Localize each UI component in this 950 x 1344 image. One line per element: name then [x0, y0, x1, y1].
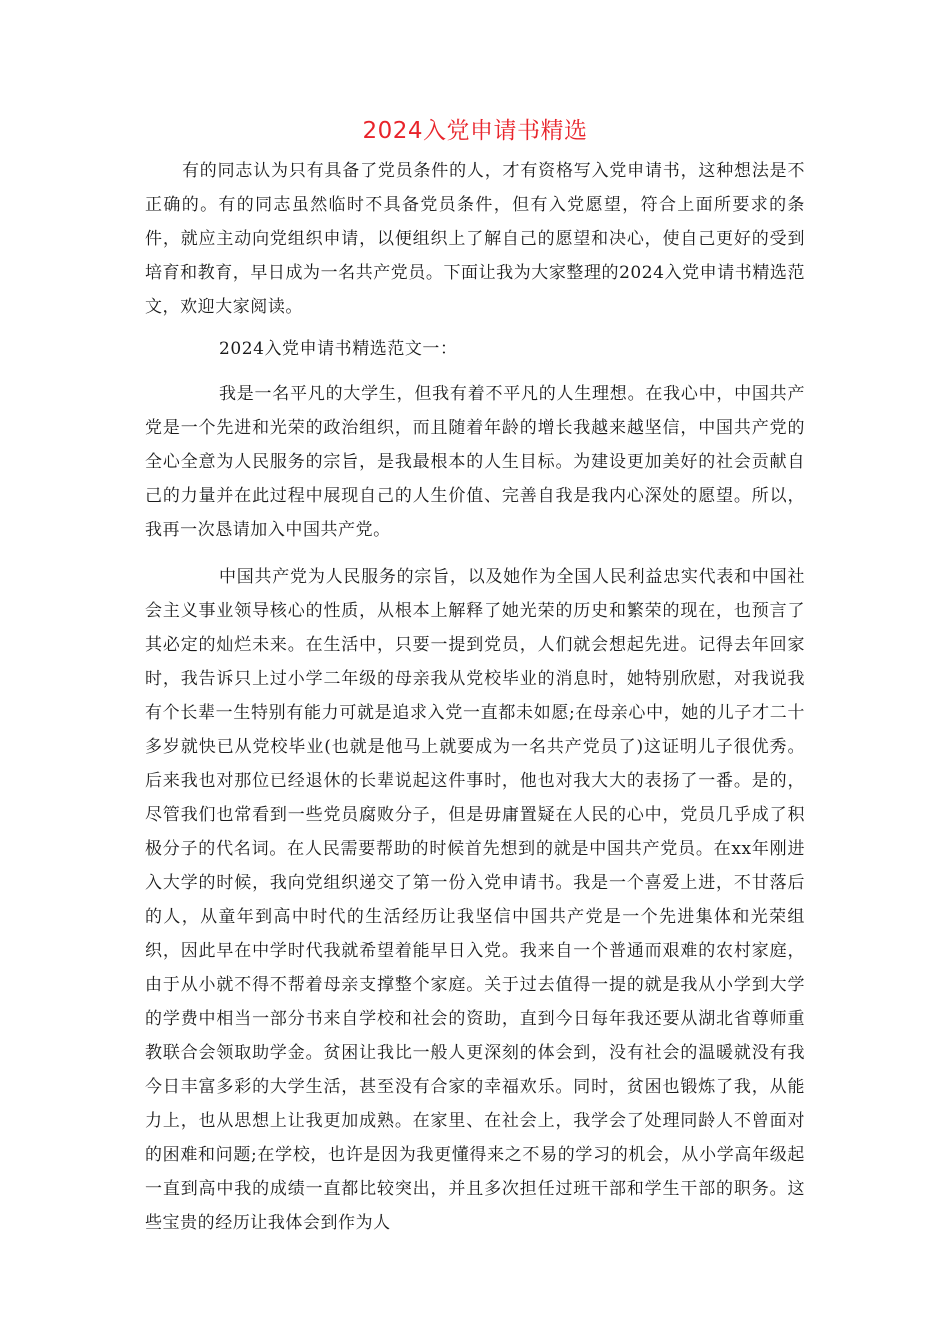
- document-title: 2024入党申请书精选: [362, 118, 588, 144]
- intro-paragraph: 有的同志认为只有具备了党员条件的人，才有资格写入党申请书，这种想法是不正确的。有的同志虽然临时不具备党员条件，但有入党愿望，符合上面所要求的条件，就应主动向党组织申请，以便组织上了解自己的愿望和决心，使自己更好的受到培育和教育，早日成为一名共产党员。下面让我为大家整理的2024入党申请书精选范文，欢迎大家阅读。: [145, 161, 805, 317]
- body-paragraph-1: 我是一名平凡的大学生，但我有着不平凡的人生理想。在我心中，中国共产党是一个先进和光荣的政治组织，而且随着年龄的增长我越来越坚信，中国共产党的全心全意为人民服务的宗旨，是我最根本的人生目标。为建设更加美好的社会贡献自己的力量并在此过程中展现自己的人生价值、完善自我是我内心深处的愿望。所以，我再一次恳请加入中国共产党。: [145, 384, 805, 540]
- document-body: [145, 154, 805, 1240]
- body-paragraph-2: 中国共产党为人民服务的宗旨，以及她作为全国人民利益忠实代表和中国社会主义事业领导核心的性质，从根本上解释了她光荣的历史和繁荣的现在，也预言了其必定的灿烂未来。在生活中，只要一提到党员，人们就会想起先进。记得去年回家时，我告诉只上过小学二年级的母亲我从党校毕业的消息时，她特别欣慰，对我说我有个长辈一生特别有能力可就是追求入党一直都未如愿;在母亲心中，她的儿子才二十多岁就快已从党校毕业(也就是他马上就要成为一名共产党员了)这证明儿子很优秀。后来我也对那位已经退休的长辈说起这件事时，他也对我大大的表扬了一番。是的，尽管我们也常看到一些党员腐败分子，但是毋庸置疑在人民的心中，党员几乎成了积极分子的代名词。在人民需要帮助的时候首先想到的就是中国共产党员。在xx年刚进入大学的时候，我向党组织递交了第一份入党申请书。我是一个喜爱上进，不甘落后的人，从童年到高中时代的生活经历让我坚信中国共产党是一个先进集体和光荣组织，因此早在中学时代我就希望着能早日入党。我来自一个普通而艰难的农村家庭，由于从小就不得不帮着母亲支撑整个家庭。关于过去值得一提的就是我从小学到大学的学费中相当一部分书来自学校和社会的资助，直到今日每年我还要从湖北省尊师重教联合会领取助学金。贫困让我比一般人更深刻的体会到，没有社会的温暖就没有我今日丰富多彩的大学生活，甚至没有合家的幸福欢乐。同时，贫困也锻炼了我，从能力上，也从思想上让我更加成熟。在家里、在社会上，我学会了处理同龄人不曾面对的困难和问题;在学校，也许是因为我更懂得来之不易的学习的机会，从小学高年级起一直到高中我的成绩一直都比较突出，并且多次担任过班干部和学生干部的职务。这些宝贵的经历让我体会到作为人: [145, 567, 805, 1233]
- sample-heading: 2024入党申请书精选范文一：: [219, 339, 458, 359]
